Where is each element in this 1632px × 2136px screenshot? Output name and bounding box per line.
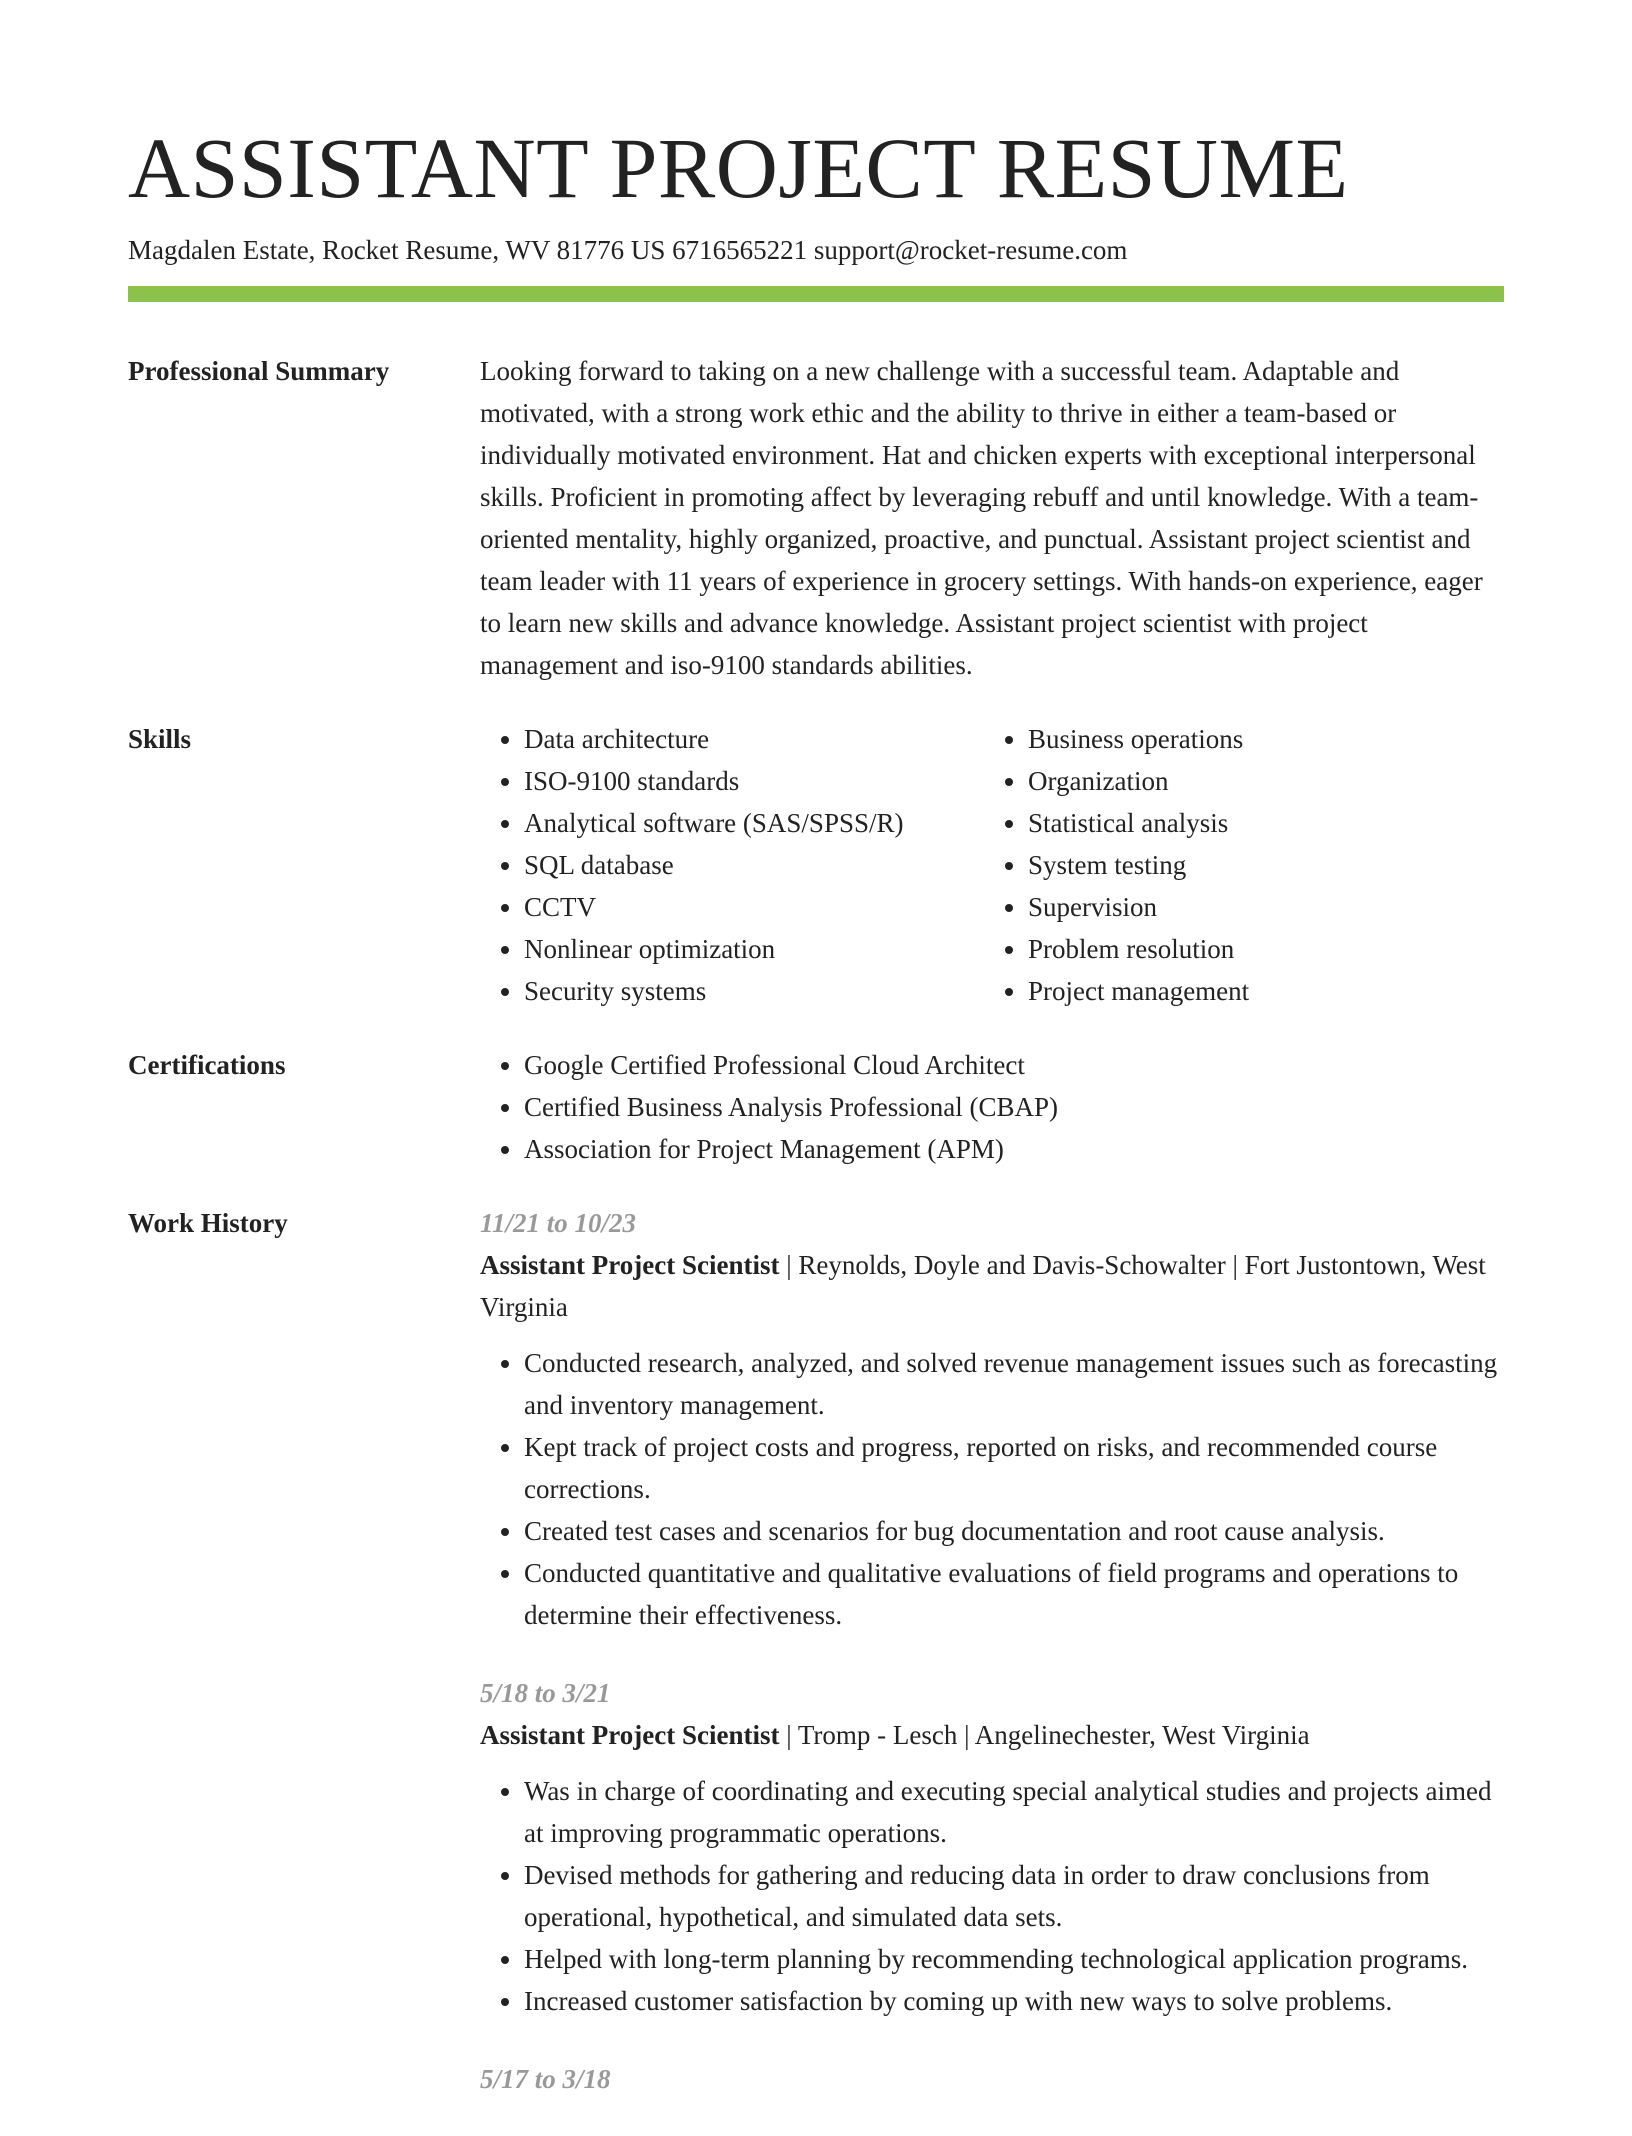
certifications-list bbox=[480, 1044, 1504, 1170]
job-entry bbox=[480, 1672, 1504, 2022]
job-employer-location: | Tromp - Lesch | Angelinechester, West Virginia bbox=[779, 1720, 1310, 1750]
skill-item: • Statistical analysis bbox=[1028, 802, 1548, 844]
contact-line: Magdalen Estate, Rocket Resume, WV 81776 US 6716565221 support@rocket-resume.com bbox=[128, 235, 1128, 265]
skills-list-left bbox=[480, 718, 984, 1012]
skills-heading: Skills bbox=[128, 724, 192, 754]
job-heading bbox=[480, 1714, 1504, 1756]
job-bullet: • Was in charge of coordinating and executing special analytical studies and projects aimed at improving programmatic operations. bbox=[524, 1770, 1504, 1854]
job-dates: 11/21 to 10/23 bbox=[480, 1208, 637, 1238]
job-bullet: • Devised methods for gathering and reducing data in order to draw conclusions from operational, hypothetical, and simulated data sets. bbox=[524, 1854, 1504, 1938]
skill-item: • CCTV bbox=[524, 886, 984, 928]
job-bullets bbox=[480, 1770, 1504, 2022]
skills-columns bbox=[480, 718, 1504, 1012]
skill-item: • Problem resolution bbox=[1028, 928, 1548, 970]
skill-item: • Business operations bbox=[1028, 718, 1548, 760]
certifications-heading: Certifications bbox=[128, 1050, 286, 1080]
skill-item: • ISO-9100 standards bbox=[524, 760, 984, 802]
job-entry bbox=[480, 1202, 1504, 1636]
job-bullet: • Kept track of project costs and progress, reported on risks, and recommended course corrections. bbox=[524, 1426, 1504, 1510]
job-title: Assistant Project Scientist bbox=[480, 1250, 780, 1280]
job-bullet: • Increased customer satisfaction by coming up with new ways to solve problems. bbox=[524, 1980, 1504, 2022]
skill-item: • Analytical software (SAS/SPSS/R) bbox=[524, 802, 984, 844]
job-bullet: • Helped with long-term planning by recommending technological application programs. bbox=[524, 1938, 1504, 1980]
job-bullet: • Conducted research, analyzed, and solved revenue management issues such as forecasting and inventory management. bbox=[524, 1342, 1504, 1426]
skills-list-right bbox=[984, 718, 1548, 1012]
resume-title: ASSISTANT PROJECT RESUME bbox=[128, 120, 1349, 216]
job-dates: 5/18 to 3/21 bbox=[480, 1678, 611, 1708]
job-heading bbox=[480, 1244, 1504, 1328]
skill-item: • Project management bbox=[1028, 970, 1548, 1012]
certification-item: • Association for Project Management (APM) bbox=[524, 1128, 1504, 1170]
work-history-heading: Work History bbox=[128, 1208, 288, 1238]
job-bullet: • Created test cases and scenarios for bug documentation and root cause analysis. bbox=[524, 1510, 1504, 1552]
skill-item: • Data architecture bbox=[524, 718, 984, 760]
skill-item: • Organization bbox=[1028, 760, 1548, 802]
summary-heading: Professional Summary bbox=[128, 356, 390, 386]
summary-text: Looking forward to taking on a new challenge with a successful team. Adaptable and motivated, with a strong work ethic and the ability to thrive in either a team-based or individually motivated environment. Hat and chicken experts with exceptional interpersonal skills. Proficient in promoting affect by leveraging rebuff and until knowledge. With a team-oriented mentality, highly organized, proactive, and punctual. Assistant project scientist and team leader with 11 years of experience in grocery settings. With hands-on experience, eager to learn new skills and advance knowledge. Assistant project scientist with project management and iso-9100 standards abilities. bbox=[480, 356, 1483, 680]
job-bullets bbox=[480, 1342, 1504, 1636]
job-employer-location: | Reynolds, Doyle and Davis-Schowalter | Fort Justontown, West Virginia bbox=[480, 1250, 1486, 1322]
certification-item: • Google Certified Professional Cloud Architect bbox=[524, 1044, 1504, 1086]
skill-item: • Nonlinear optimization bbox=[524, 928, 984, 970]
job-dates: 5/17 to 3/18 bbox=[480, 2064, 611, 2094]
job-title: Assistant Project Scientist bbox=[480, 1720, 780, 1750]
accent-divider bbox=[128, 286, 1504, 302]
skill-item: • System testing bbox=[1028, 844, 1548, 886]
skill-item: • SQL database bbox=[524, 844, 984, 886]
job-entry bbox=[480, 2058, 1504, 2100]
summary-body bbox=[480, 350, 1504, 686]
skill-item: • Security systems bbox=[524, 970, 984, 1012]
certification-item: • Certified Business Analysis Professional (CBAP) bbox=[524, 1086, 1504, 1128]
work-history-body bbox=[480, 1202, 1504, 2136]
skill-item: • Supervision bbox=[1028, 886, 1548, 928]
job-bullet: • Conducted quantitative and qualitative evaluations of field programs and operations to determine their effectiveness. bbox=[524, 1552, 1504, 1636]
certifications-body bbox=[480, 1044, 1504, 1170]
